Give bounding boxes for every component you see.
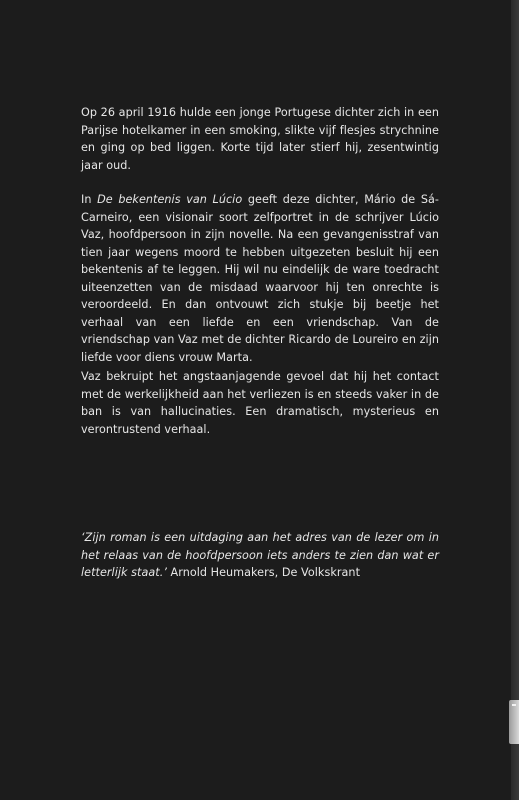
blurb-paragraph-1	[81, 104, 439, 174]
quote-paragraph	[81, 529, 439, 582]
paragraph-3-text: Vaz bekruipt het angstaanjagende gevoel dat hij het contact met de werkelijkheid aan het verliezen is en steeds vaker in de ban is van hallucinaties. Een dramatisch, mysterieus en verontrustend verhaal.	[81, 370, 439, 436]
quote-attribution: Arnold Heumakers, De Volkskrant	[166, 566, 361, 579]
review-quote	[81, 529, 439, 582]
page-edge	[511, 0, 519, 800]
paragraph-1-text: Op 26 april 1916 hulde een jonge Portugese dichter zich in een Parijse hotelkamer in een smoking, slikte vijf flesjes strychnine en ging op bed liggen. Korte tijd later stierf hij, zesentwintig jaar oud.	[81, 106, 439, 172]
scroll-grip-icon	[512, 704, 516, 706]
quote-text: ‘Zijn roman is een uitdaging aan het adres van de lezer om in het relaas van de hoofdpersoon iets anders te zien dan wat er letterlijk staat.’	[81, 531, 439, 579]
blurb-paragraph-2	[81, 191, 439, 366]
book-title-italic: De bekentenis van Lúcio	[97, 193, 243, 206]
scroll-handle[interactable]	[509, 700, 519, 744]
paragraph-2-prefix: In	[81, 193, 98, 206]
paragraph-2-text	[81, 191, 439, 366]
paragraph-2-rest: geeft deze dichter, Mário de Sá-Carneiro, een visionair soort zelfportret in de schrijver Lúcio Vaz, hoofdpersoon in zijn novelle. Na een gevangenisstraf van tien jaar wegens moord te hebben uitgezeten besluit hij een bekentenis af te leggen. Hij wil nu eindelijk de ware toedracht uiteenzetten van de misdaad waarvoor hij ten onrechte is veroordeeld. En dan ontvouwt zich stukje bij beetje het verhaal van een liefde en een vriendschap. Van de vriendschap van Vaz met de dichter Ricardo de Loureiro en zijn liefde voor diens vrouw Marta.	[81, 193, 439, 364]
blurb-paragraph-3	[81, 368, 439, 438]
